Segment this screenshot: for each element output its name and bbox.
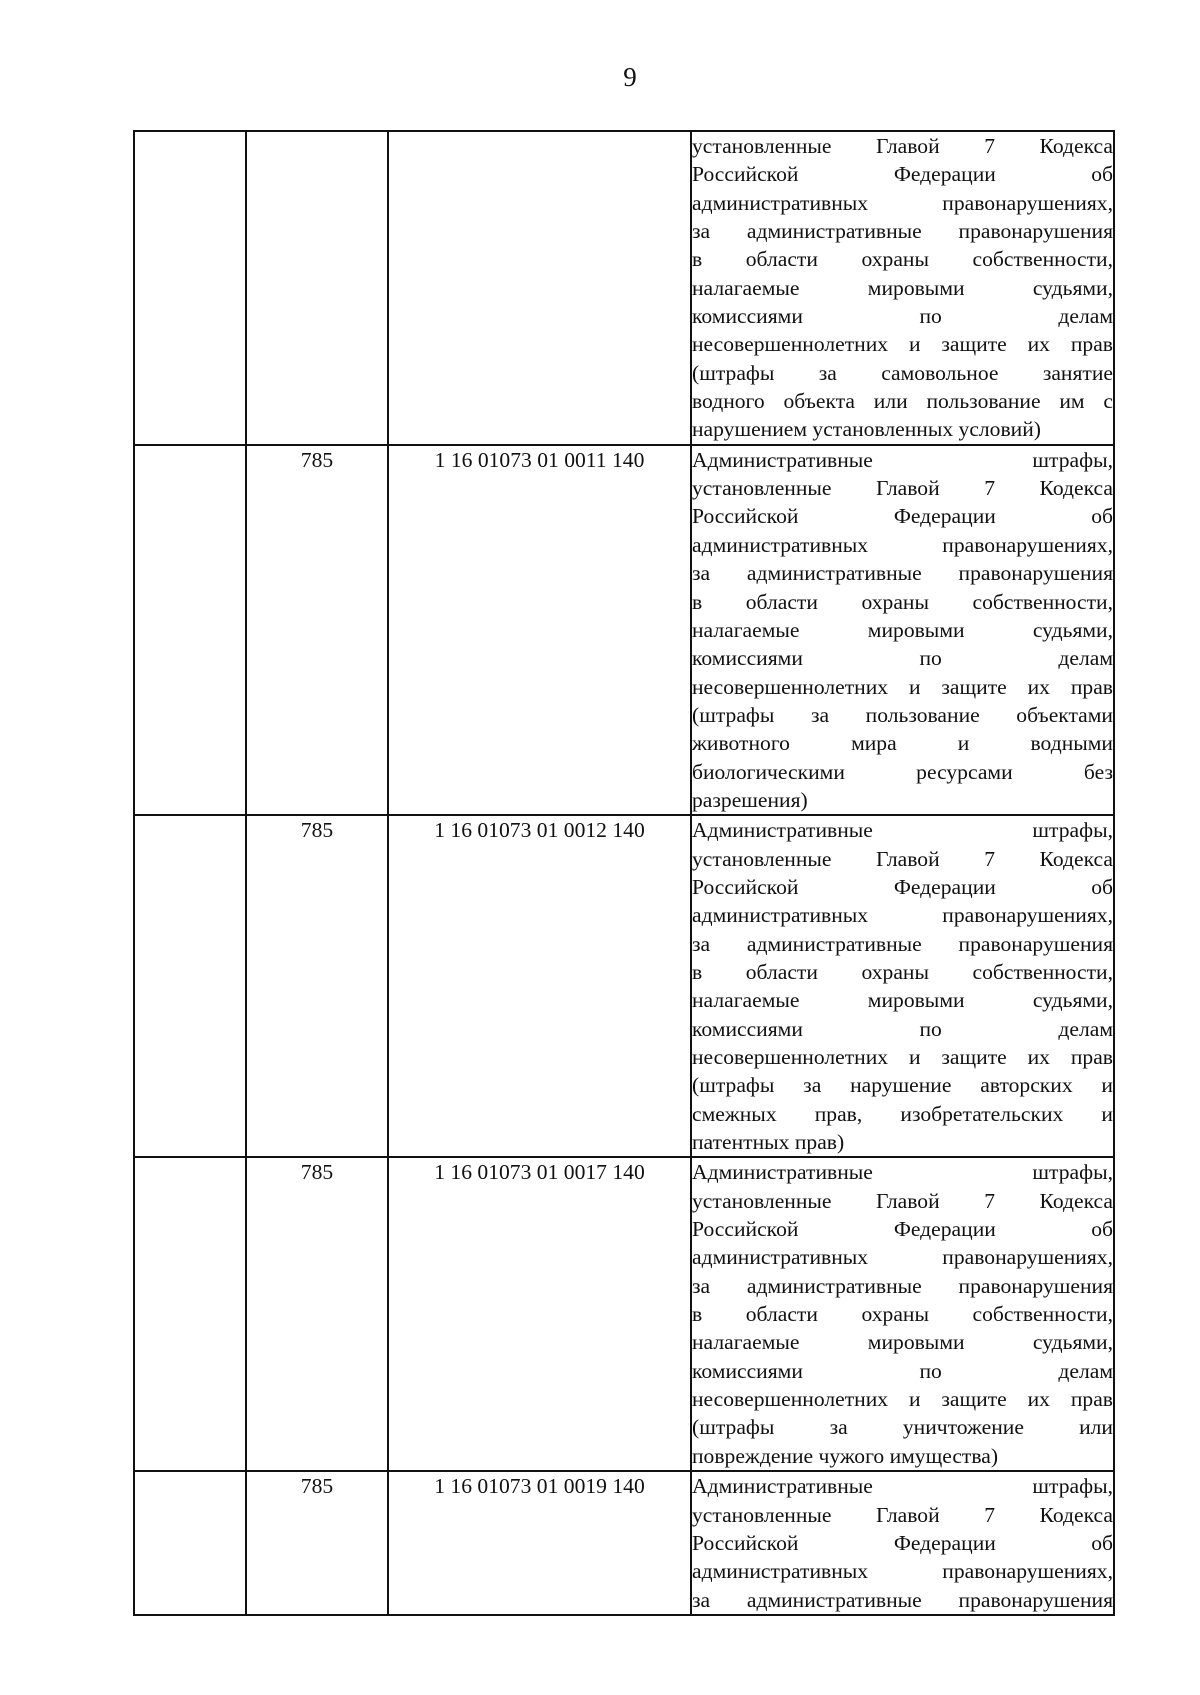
row-number-cell <box>134 1471 246 1615</box>
description-line: комиссиями по делам <box>692 646 1113 671</box>
description-line: несовершеннолетних и защите их прав <box>692 332 1113 357</box>
description-line: разрешения) <box>692 787 808 812</box>
table-row <box>134 815 1114 1157</box>
budget-code-table <box>133 130 1115 1616</box>
description-line: административных правонарушениях, <box>692 903 1113 928</box>
description-line: несовершеннолетних и защите их прав <box>692 674 1113 699</box>
row-number-cell <box>134 1157 246 1471</box>
description-line: Административные штрафы, <box>692 1160 1113 1185</box>
admin-code-cell: 785 <box>246 815 388 1157</box>
description-line: установленные Главой 7 Кодекса <box>692 476 1113 501</box>
description-line: за административные правонарушения <box>692 561 1113 586</box>
description-cell <box>691 815 1114 1157</box>
kbk-code-cell <box>388 131 691 445</box>
description-cell <box>691 445 1114 815</box>
description-line: налагаемые мировыми судьями, <box>692 1330 1113 1355</box>
description-line: смежных прав, изобретательских и <box>692 1101 1113 1126</box>
description-line: патентных прав) <box>692 1130 845 1155</box>
description-line: установленные Главой 7 Кодекса <box>692 1188 1113 1213</box>
description-line: биологическими ресурсами без <box>692 759 1113 784</box>
description-line: налагаемые мировыми судьями, <box>692 275 1113 300</box>
kbk-code-cell: 1 16 01073 01 0017 140 <box>388 1157 691 1471</box>
description-line: Российской Федерации об <box>692 1530 1113 1555</box>
row-number-cell <box>134 815 246 1157</box>
description-line: Российской Федерации об <box>692 504 1113 529</box>
table-row <box>134 1471 1114 1615</box>
description-line: за административные правонарушения <box>692 219 1113 244</box>
kbk-code-cell: 1 16 01073 01 0012 140 <box>388 815 691 1157</box>
description-line: Административные штрафы, <box>692 818 1113 843</box>
description-line: (штрафы за самовольное занятие <box>692 360 1113 385</box>
table-row <box>134 131 1114 445</box>
description-cell <box>691 131 1114 445</box>
kbk-code-cell: 1 16 01073 01 0019 140 <box>388 1471 691 1615</box>
description-line: комиссиями по делам <box>692 1016 1113 1041</box>
description-line: (штрафы за уничтожение или <box>692 1415 1113 1440</box>
row-number-cell <box>134 131 246 445</box>
description-line: водного объекта или пользование им с <box>692 389 1113 414</box>
description-line: (штрафы за пользование объектами <box>692 702 1113 727</box>
description-line: налагаемые мировыми судьями, <box>692 988 1113 1013</box>
description-line: установленные Главой 7 Кодекса <box>692 846 1113 871</box>
admin-code-cell <box>246 131 388 445</box>
description-line: за административные правонарушения <box>692 931 1113 956</box>
description-line: в области охраны собственности, <box>692 1302 1113 1327</box>
description-line: нарушением установленных условий) <box>692 417 1041 442</box>
description-line: Административные штрафы, <box>692 1474 1113 1499</box>
admin-code-cell: 785 <box>246 445 388 815</box>
admin-code-cell: 785 <box>246 1157 388 1471</box>
description-line: в области охраны собственности, <box>692 959 1113 984</box>
description-line: административных правонарушениях, <box>692 190 1113 215</box>
row-number-cell <box>134 445 246 815</box>
description-line: установленные Главой 7 Кодекса <box>692 134 1113 158</box>
description-line: животного мира и водными <box>692 731 1113 756</box>
description-line: за административные правонарушения <box>692 1587 1113 1612</box>
page-number: 9 <box>623 62 637 92</box>
description-cell <box>691 1471 1114 1615</box>
description-line: Российской Федерации об <box>692 1217 1113 1242</box>
description-cell <box>691 1157 1114 1471</box>
description-line: несовершеннолетних и защите их прав <box>692 1387 1113 1412</box>
description-line: в области охраны собственности, <box>692 589 1113 614</box>
description-line: административных правонарушениях, <box>692 1245 1113 1270</box>
description-line: административных правонарушениях, <box>692 1559 1113 1584</box>
description-line: комиссиями по делам <box>692 304 1113 329</box>
description-line: в области охраны собственности, <box>692 247 1113 272</box>
admin-code-cell: 785 <box>246 1471 388 1615</box>
table-row <box>134 1157 1114 1471</box>
description-line: административных правонарушениях, <box>692 532 1113 557</box>
description-line: установленные Главой 7 Кодекса <box>692 1502 1113 1527</box>
description-line: повреждение чужого имущества) <box>692 1443 999 1468</box>
description-line: налагаемые мировыми судьями, <box>692 617 1113 642</box>
description-line: Российской Федерации об <box>692 162 1113 187</box>
kbk-code-cell: 1 16 01073 01 0011 140 <box>388 445 691 815</box>
description-line: (штрафы за нарушение авторских и <box>692 1073 1113 1098</box>
description-line: Российской Федерации об <box>692 874 1113 899</box>
description-line: несовершеннолетних и защите их прав <box>692 1045 1113 1069</box>
description-line: Административные штрафы, <box>692 447 1113 472</box>
description-line: за административные правонарушения <box>692 1273 1113 1298</box>
description-line: комиссиями по делам <box>692 1358 1113 1383</box>
table-row <box>134 445 1114 815</box>
